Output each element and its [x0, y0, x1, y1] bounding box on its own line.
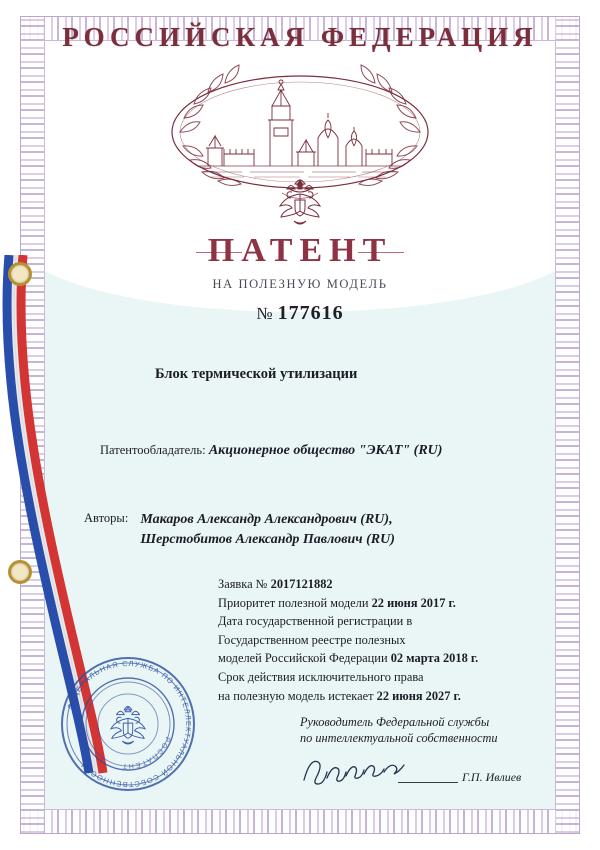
expiry-row — [218, 687, 538, 706]
registration-date: 02 марта 2018 г. — [390, 651, 479, 666]
patent-heading: ПАТЕНТ — [207, 232, 393, 269]
author-line-1: Макаров Александр Александрович (RU), — [140, 512, 393, 527]
priority-row — [218, 594, 538, 613]
patent-number-value: 177616 — [277, 302, 344, 324]
patent-holder-row — [100, 442, 540, 459]
patent-holder-label: Патентообладатель: — [100, 443, 206, 457]
signer-name: Г.П. Ивлиев — [462, 770, 522, 784]
invention-title: Блок термической утилизации — [155, 366, 358, 382]
authors-block — [84, 510, 554, 550]
official-seal — [52, 648, 204, 800]
border-band-right — [556, 16, 580, 834]
author-line-2: Шерстобитов Александр Павлович (RU) — [140, 532, 395, 547]
kremlin-vignette-illustration — [150, 62, 450, 227]
expiry-date: 22 июня 2027 г. — [376, 688, 461, 703]
authors-names — [140, 510, 395, 550]
application-number: 2017121882 — [270, 577, 333, 591]
expiry-line-2: на полезную модель истекает — [218, 688, 374, 703]
country-title: РОССИЙСКАЯ ФЕДЕРАЦИЯ — [62, 22, 538, 52]
signatory-title-line-2: по интеллектуальной собственности — [300, 731, 498, 745]
authors-label: Авторы: — [84, 511, 129, 525]
registration-line-1: Дата государственной регистрации в — [218, 614, 413, 629]
svg-text:РОСПАТЕНТ: РОСПАТЕНТ — [120, 735, 171, 770]
svg-text:ФЕДЕРАЛЬНАЯ СЛУЖБА ПО ИНТЕЛЛЕК: ФЕДЕРАЛЬНАЯ СЛУЖБА ПО ИНТЕЛЛЕКТУАЛЬНОЙ СОБСТВЕННОСТИ — [65, 658, 194, 790]
ribbon-grommet-top — [8, 262, 32, 286]
registration-line-3: моделей Российской Федерации — [218, 651, 388, 666]
priority-date: 22 июня 2017 г. — [371, 595, 456, 610]
signatory-title — [300, 714, 550, 746]
handwritten-signature — [300, 752, 410, 788]
expiry-line-1: Срок действия исключительного права — [218, 669, 424, 684]
application-label: Заявка № — [218, 577, 268, 591]
patent-subtitle: НА ПОЛЕЗНУЮ МОДЕЛЬ — [212, 277, 388, 291]
patent-holder-value: Акционерное общество "ЭКАТ" (RU) — [208, 443, 443, 458]
signature-rule — [398, 782, 458, 783]
priority-label: Приоритет полезной модели — [218, 595, 369, 610]
signatory-title-line-1: Руководитель Федеральной службы — [300, 715, 490, 729]
registration-line-2: Государственном реестре полезных — [218, 632, 406, 647]
border-band-bottom — [20, 810, 580, 834]
registration-row — [218, 649, 538, 668]
ribbon-grommet-bottom — [8, 560, 32, 584]
patent-number-prefix: № — [256, 304, 273, 323]
application-row — [218, 575, 538, 594]
registration-details — [218, 575, 538, 705]
